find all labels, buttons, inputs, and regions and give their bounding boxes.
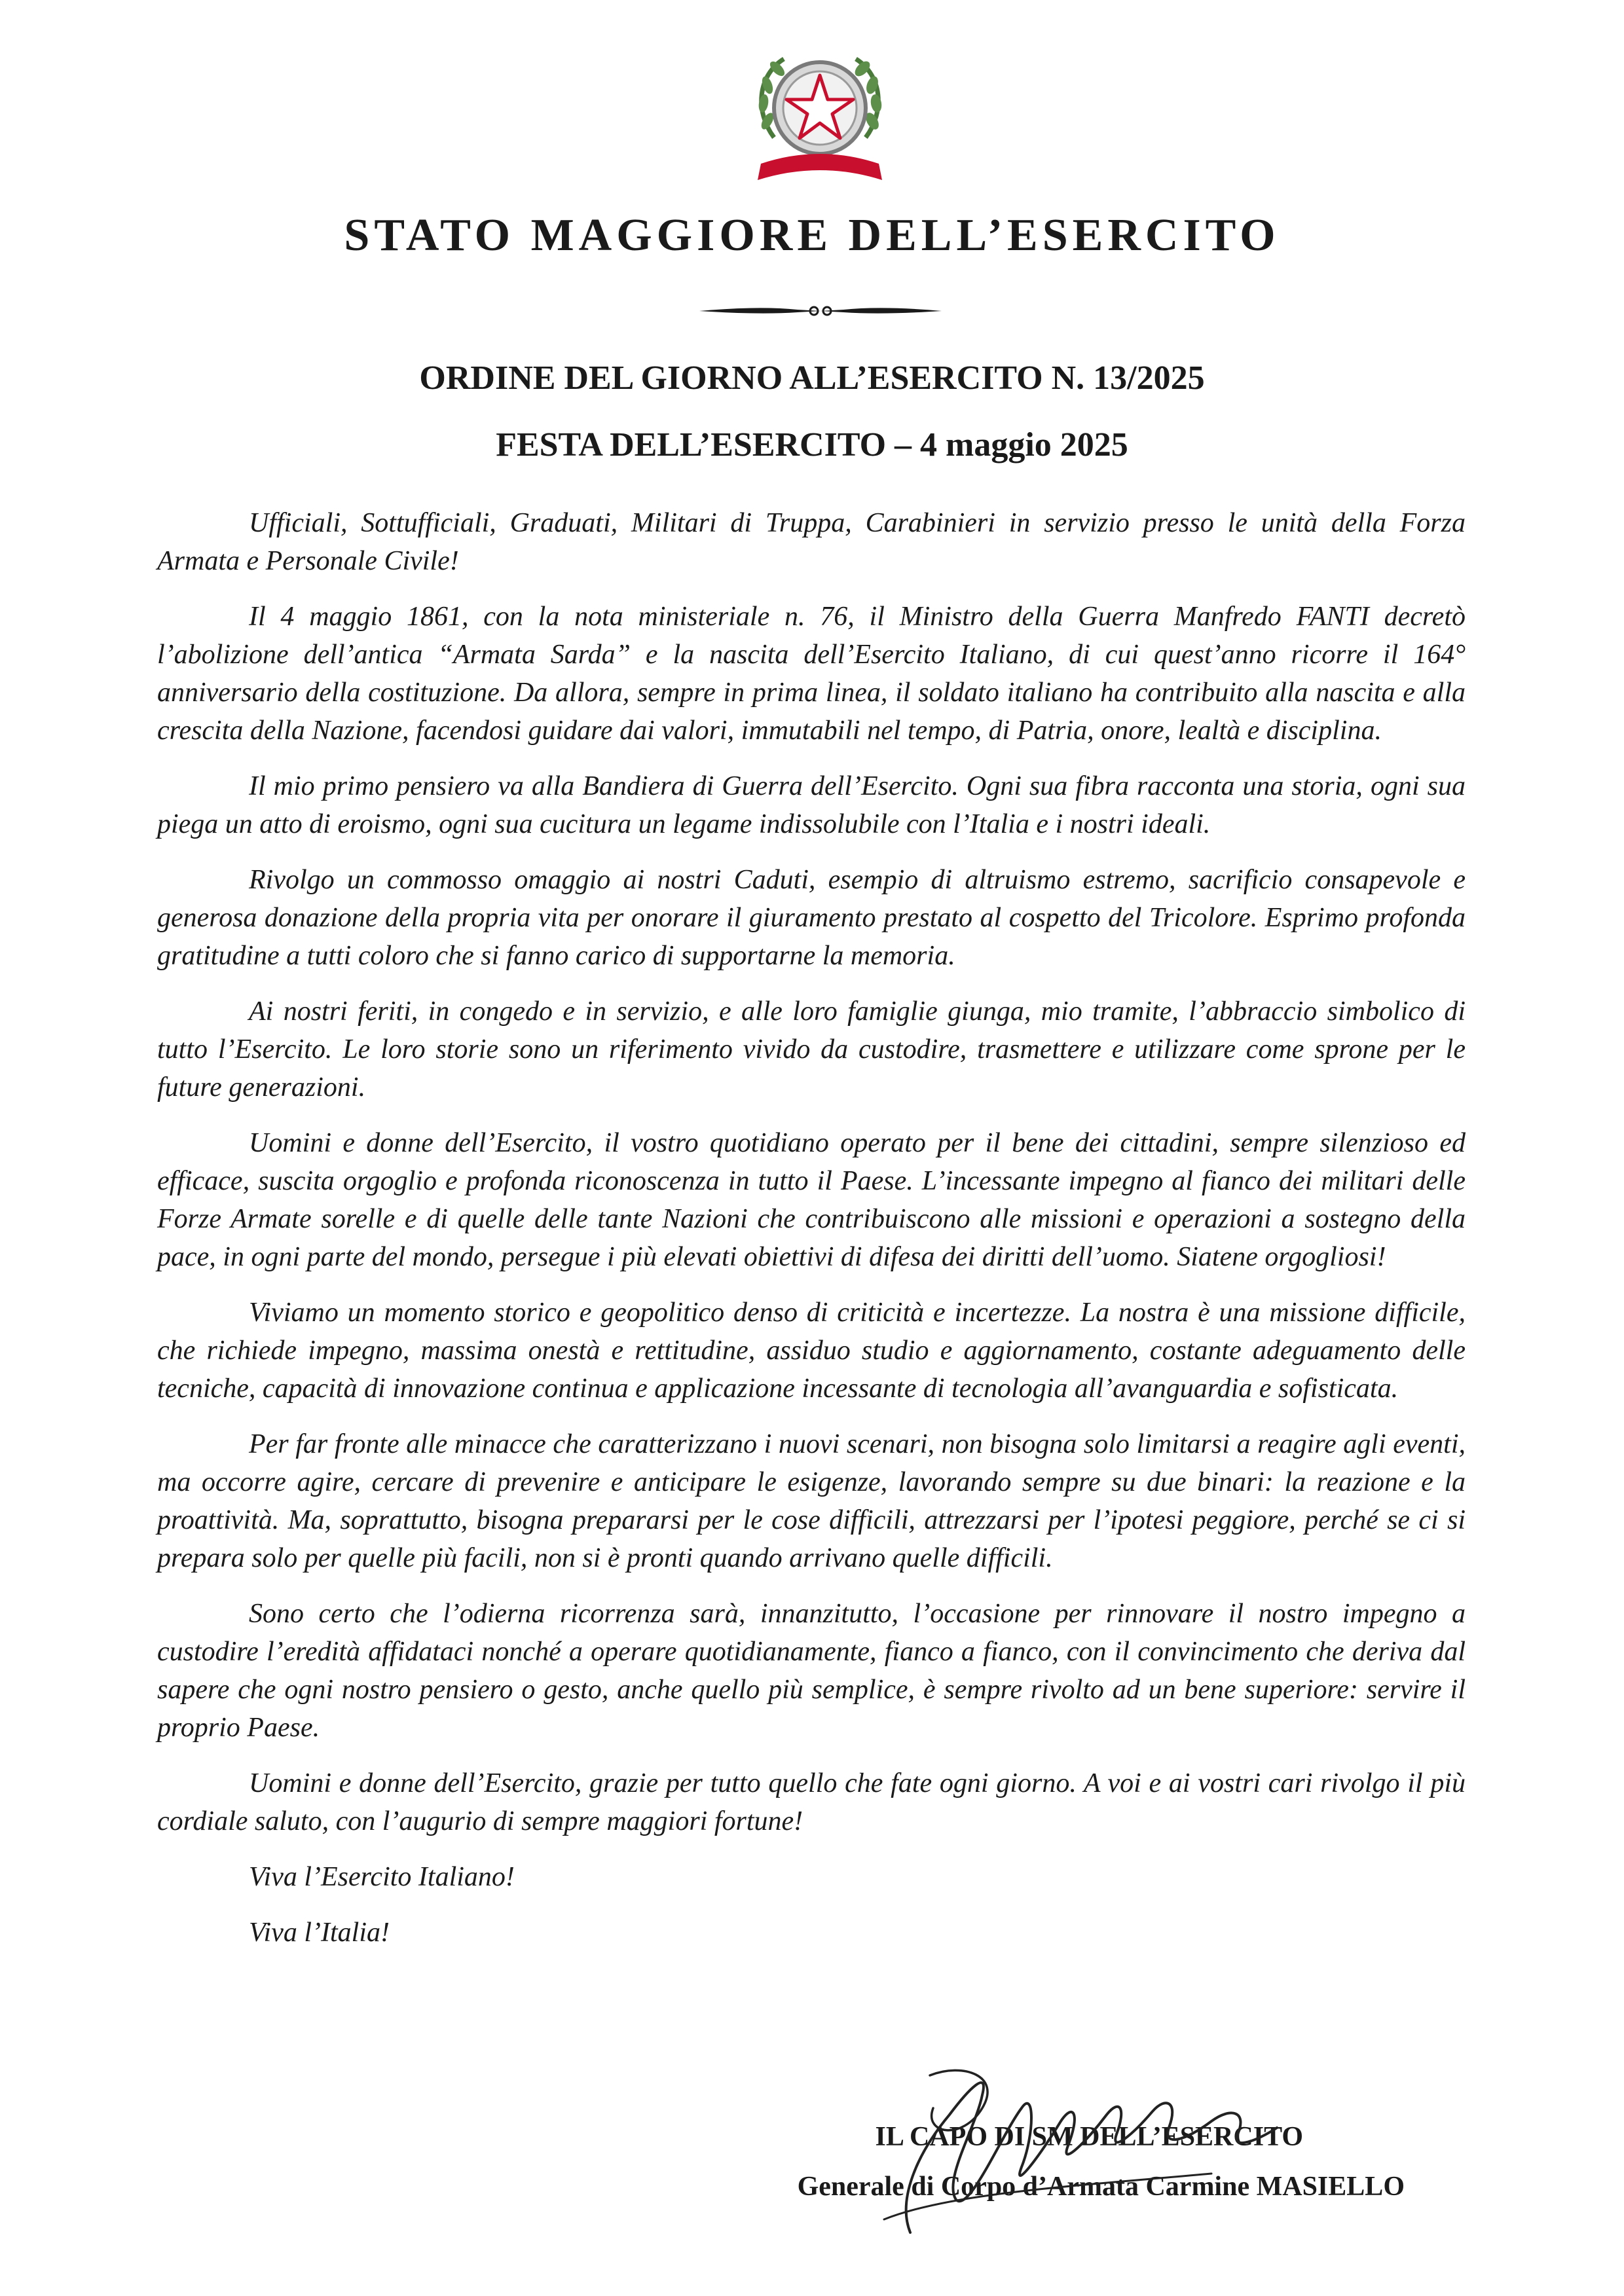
paragraph: Rivolgo un commosso omaggio ai nostri Caduti, esempio di altruismo estremo, sacrificio consapevole e generosa donazione della propria vita per onorare il giuramento prestato al cospetto del Tricolore. Esprimo profonda gratitudine a tutti coloro che si fanno carico di supportarne la memoria.	[157, 865, 1466, 971]
org-title: STATO MAGGIORE DELL’ESERCITO	[344, 210, 1280, 261]
order-title: ORDINE DEL GIORNO ALL’ESERCITO N. 13/2025	[419, 359, 1205, 397]
signatory-name: Generale di Corpo d’Armata Carmine MASIELLO	[797, 2172, 1405, 2202]
handwritten-signature-icon	[871, 2036, 1290, 2252]
closing-line: Viva l’Italia!	[249, 1918, 390, 1948]
signatory-title: IL CAPO DI SM DELL’ESERCITO	[875, 2122, 1303, 2152]
paragraph: Ai nostri feriti, in congedo e in servizio, e alle loro famiglie giunga, mio tramite, l’abbraccio simbolico di tutto l’Esercito. Le loro storie sono un riferimento vivido da custodire, trasmettere e utilizzare come sprone per le future generazioni.	[157, 996, 1466, 1102]
italian-republic-emblem-icon	[748, 39, 892, 190]
paragraph: Sono certo che l’odierna ricorrenza sarà, innanzitutto, l’occasione per rinnovare il nostro impegno a custodire l’eredità affidataci nonché a operare quotidianamente, fianco a fianco, con il convincimento che deriva dal sapere che ogni nostro pensiero o gesto, anche quello più semplice, è sempre rivolto ad un bene superiore: servire il proprio Paese.	[157, 1599, 1466, 1743]
paragraph: Viviamo un momento storico e geopolitico denso di criticità e incertezze. La nostra è una missione difficile, che richiede impegno, massima onestà e rettitudine, assiduo studio e aggiornamento, costante adeguamento delle tecniche, capacità di innovazione continua e applicazione incessante di tecnologia all’avanguardia e sofisticata.	[157, 1298, 1466, 1404]
paragraph: Il 4 maggio 1861, con la nota ministeriale n. 76, il Ministro della Guerra Manfredo FANTI decretò l’abolizione dell’antica “Armata Sarda” e la nascita dell’Esercito Italiano, di cui quest’anno ricorre il 164° anniversario della costituzione. Da allora, sempre in prima linea, il soldato italiano ha contribuito alla nascita e alla crescita della Nazione, facendosi guidare dai valori, immutabili nel tempo, di Patria, onore, lealtà e disciplina.	[157, 602, 1466, 746]
decorative-divider-icon	[699, 298, 942, 324]
event-title: FESTA DELL’ESERCITO – 4 maggio 2025	[496, 426, 1128, 464]
paragraph: Ufficiali, Sottufficiali, Graduati, Militari di Truppa, Carabinieri in servizio presso le unità della Forza Armata e Personale Civile!	[157, 508, 1466, 576]
paragraph: Il mio primo pensiero va alla Bandiera di Guerra dell’Esercito. Ogni sua fibra racconta una storia, ogni sua piega un atto di eroismo, ogni sua cucitura un legame indissolubile con l’Italia e i nostri ideali.	[157, 771, 1466, 839]
order-body	[157, 504, 1466, 1969]
closing-line: Viva l’Esercito Italiano!	[249, 1862, 515, 1892]
paragraph: Per far fronte alle minacce che caratterizzano i nuovi scenari, non bisogna solo limitarsi a reagire agli eventi, ma occorre agire, cercare di prevenire e anticipare le esigenze, lavorando sempre su due binari: la reazione e la proattività. Ma, soprattutto, bisogna prepararsi per le cose difficili, attrezzarsi per l’ipotesi peggiore, perché se ci si prepara solo per quelle più facili, non si è pronti quando arrivano quelle difficili.	[157, 1429, 1466, 1573]
paragraph: Uomini e donne dell’Esercito, grazie per tutto quello che fate ogni giorno. A voi e ai vostri cari rivolgo il più cordiale saluto, con l’augurio di sempre maggiori fortune!	[157, 1768, 1466, 1836]
paragraph: Uomini e donne dell’Esercito, il vostro quotidiano operato per il bene dei cittadini, sempre silenzioso ed efficace, suscita orgoglio e profonda riconoscenza in tutto il Paese. L’incessante impegno al fianco dei militari delle Forze Armate sorelle e di quelle delle tante Nazioni che contribuiscono alle missioni e operazioni a sostegno della pace, in ogni parte del mondo, persegue i più elevati obiettivi di difesa dei diritti dell’uomo. Siatene orgogliosi!	[157, 1128, 1466, 1272]
